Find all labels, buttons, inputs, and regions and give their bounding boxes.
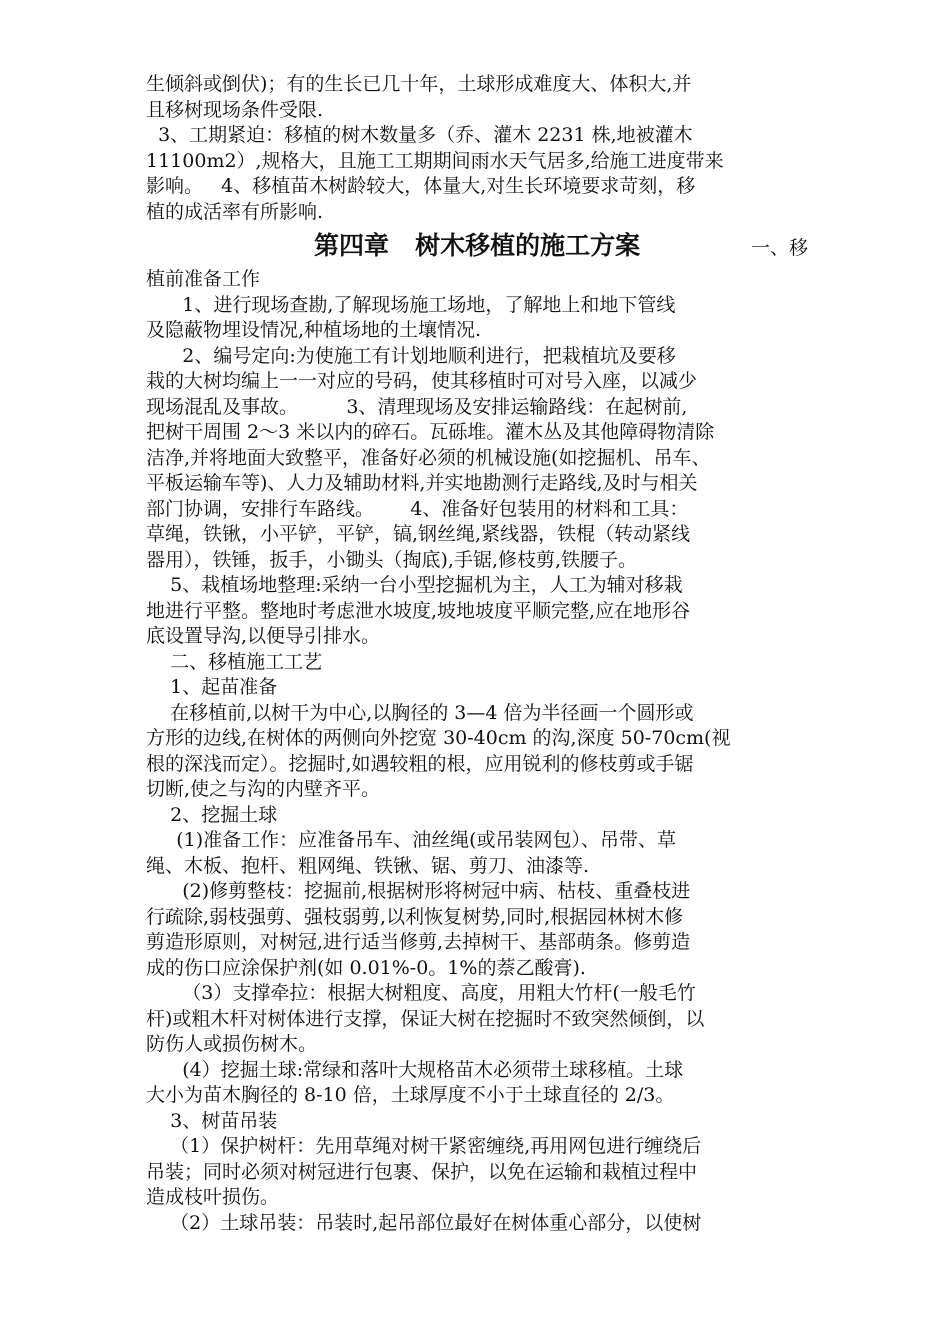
text-line: 且移树现场条件受限. (146, 98, 324, 121)
text-line: 底设置导沟,以便导引排水。 (146, 625, 381, 647)
text-line: 吊装；同时必须对树冠进行包裹、保护，以免在运输和栽植过程中 (146, 1160, 698, 1183)
text-line: 剪造形原则，对树冠,进行适当修剪,去掉树干、基部萌条。修剪造 (146, 931, 691, 953)
chapter-title-line (146, 225, 808, 267)
paragraph-block-after-title (146, 267, 808, 1236)
text-line: 洁净,并将地面大致整平，准备好必须的机械设施(如挖掘机、吊车、 (146, 446, 711, 469)
text-line: 1、起苗准备 (146, 676, 278, 698)
text-line: 行疏除,弱枝强剪、强枝弱剪,以利恢复树势,同时,根据园林树木修 (146, 905, 684, 928)
text-line: 部门协调，安排行车路线。 4、准备好包装用的材料和工具： (146, 497, 689, 520)
text-line: 生倾斜或倒伏)；有的生长已几十年，土球形成难度大、体积大,并 (146, 73, 692, 95)
text-line: 把树干周围 2～3 米以内的碎石。瓦砾堆。灌木丛及其他障碍物清除 (146, 421, 715, 443)
text-line: 方形的边线,在树体的两侧向外挖宽 30-40cm 的沟,深度 50-70cm(视 (146, 727, 731, 749)
text-line: 1、进行现场查勘,了解现场施工场地，了解地上和地下管线 (146, 293, 676, 316)
text-line: (4）挖掘土球:常绿和落叶大规格苗木必须带土球移植。土球 (146, 1058, 684, 1081)
text-line: 造成枝叶损伤。 (146, 1186, 280, 1208)
text-line: (1)准备工作：应准备吊车、油丝绳(或吊装网包）、吊带、草 (146, 829, 677, 851)
text-line: 现场混乱及事故。 3、清理现场及安排运输路线：在起树前, (146, 395, 688, 418)
text-line: 2、编号定向:为使施工有计划地顺利进行，把栽植坑及要移 (146, 344, 676, 367)
text-line: 植的成活率有所影响. (146, 200, 324, 223)
paragraph-block-before-title (146, 72, 808, 225)
text-line: 防伤人或损伤树木。 (146, 1033, 318, 1055)
text-line: 影响。 4、移植苗木树龄较大，体量大,对生长环境要求苛刻，移 (146, 175, 696, 197)
text-line: 植前准备工作 (146, 268, 261, 290)
text-line: （1）保护树杆：先用草绳对树干紧密缠绕,再用网包进行缠绕后 (146, 1135, 702, 1157)
section-heading-start: 一、移 (750, 237, 808, 259)
text-line: 杆)或粗木杆对树体进行支撑，保证大树在挖掘时不致突然倾倒，以 (146, 1007, 705, 1030)
text-line: 11100m2）,规格大，且施工工期期间雨水天气居多,给施工进度带来 (146, 149, 724, 172)
text-line: 2、挖掘土球 (146, 803, 278, 826)
text-line: 平板运输车等)、人力及辅助材料,并实地勘测行走路线,及时与相关 (146, 472, 698, 494)
text-line: 在移植前,以树干为中心,以胸径的 3—4 倍为半径画一个圆形或 (146, 701, 694, 724)
text-line: 栽的大树均编上一一对应的号码，使其移植时可对号入座，以减少 (146, 370, 698, 392)
text-line: 及隐蔽物埋设情况,种植场地的土壤情况. (146, 319, 482, 341)
text-line: 3、工期紧迫：移植的树木数量多（乔、灌木 2231 株,地被灌木 (146, 124, 693, 146)
text-line: (2)修剪整枝：挖掘前,根据树形将树冠中病、枯枝、重叠枝进 (146, 880, 691, 902)
text-line: 大小为苗木胸径的 8-10 倍，土球厚度不小于土球直径的 2/3。 (146, 1084, 675, 1106)
text-line: 草绳，铁锹，小平铲，平铲，镐,钢丝绳,紧线器，铁棍（转动紧线 (146, 523, 691, 545)
text-line: 3、树苗吊装 (146, 1109, 278, 1132)
text-line: （3）支撑牵拉：根据大树粗度、高度，用粗大竹杆(一般毛竹 (146, 982, 696, 1004)
text-line: 绳、木板、抱杆、粗网绳、铁锹、锯、剪刀、油漆等. (146, 854, 590, 877)
text-line: 器用），铁锤，扳手，小锄头（掏底),手锯,修枝剪,铁腰子。 (146, 548, 638, 571)
text-line: 地进行平整。整地时考虑泄水坡度,坡地坡度平顺完整,应在地形谷 (146, 599, 691, 622)
text-line: 成的伤口应涂保护剂(如 0.01%-0。1%的萘乙酸膏). (146, 956, 586, 979)
document-page (146, 72, 808, 1236)
text-line: （2）土球吊装：吊装时,起吊部位最好在树体重心部分，以使树 (146, 1211, 702, 1234)
chapter-title: 第四章 树木移植的施工方案 (314, 231, 641, 260)
text-line: 切断,使之与沟的内壁齐平。 (146, 778, 381, 800)
text-line: 根的深浅而定）。挖掘时,如遇较粗的根，应用锐利的修枝剪或手锯 (146, 752, 694, 775)
text-line: 5、栽植场地整理:采纳一台小型挖掘机为主，人工为辅对移栽 (146, 574, 683, 596)
text-line: 二、移植施工工艺 (146, 650, 323, 673)
